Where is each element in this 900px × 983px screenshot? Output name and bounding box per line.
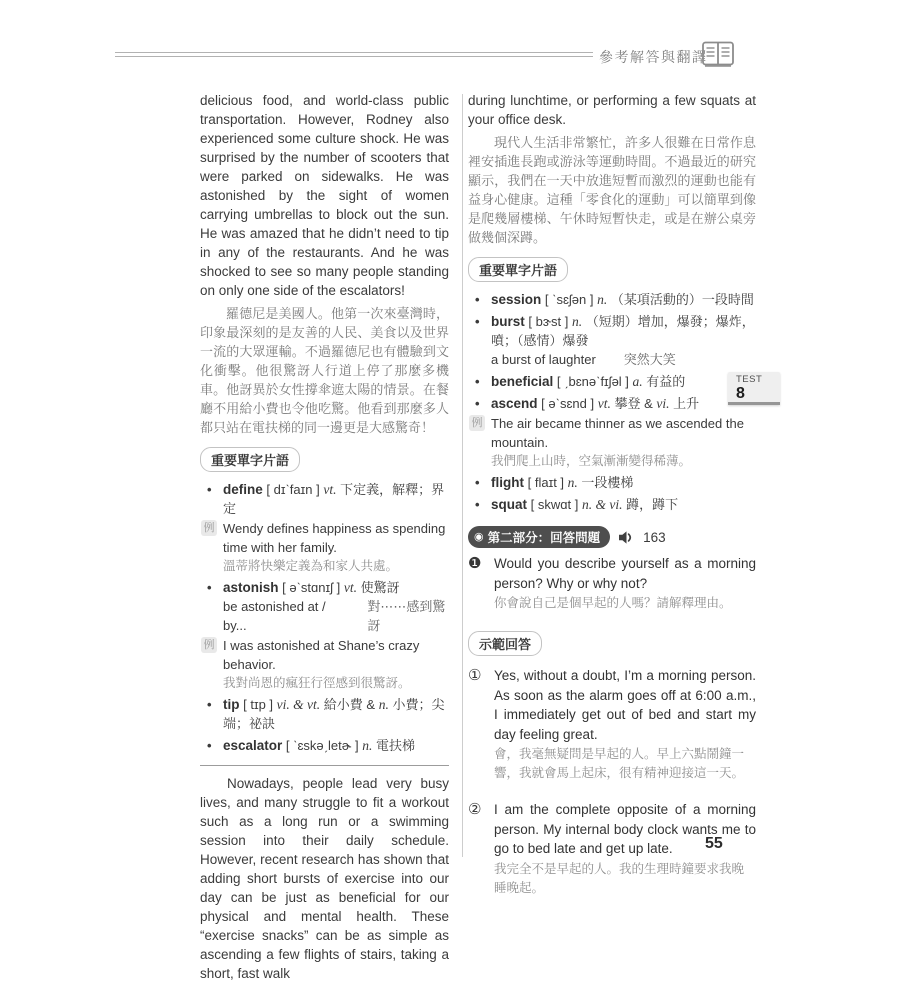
vocab-item-tip <box>200 695 449 733</box>
vocab-pos: vt. <box>343 580 357 595</box>
vocab-pos: n. <box>597 292 608 307</box>
column-divider <box>462 94 463 857</box>
test-tab-number: 8 <box>736 385 745 402</box>
vocab-item-flight <box>468 473 756 492</box>
example-marker: 例 <box>469 415 485 431</box>
vocab-word: beneficial <box>491 374 554 389</box>
vocab-item-escalator <box>200 736 449 755</box>
sample-answer-badge: 示範回答 <box>468 631 542 656</box>
vocab-entry <box>468 495 756 514</box>
example-row <box>200 519 449 575</box>
vocab-definition: 給小費 & <box>323 697 376 712</box>
vocab-definition: 攀登 & <box>614 396 653 411</box>
vocab-phonetic: [ tɪp ] <box>243 697 274 712</box>
example-marker: 例 <box>201 520 217 536</box>
vocab-phonetic: [ flaɪt ] <box>527 475 565 490</box>
vocab-definition: （某項活動的）一段時間 <box>610 292 754 307</box>
passage2-english-continuation: during lunchtime, or performing a few squats at your office desk. <box>468 93 756 127</box>
vocab-pos: n. <box>572 314 583 329</box>
example-chinese: 我們爬上山時，空氣漸漸變得稀薄。 <box>491 454 692 468</box>
example-row <box>468 414 756 470</box>
vocab-entry <box>468 394 756 413</box>
vocab-phonetic: [ ˏbɛnəˋfɪʃəl ] <box>556 374 629 389</box>
vocab-word: astonish <box>223 580 279 595</box>
passage2-english: Nowadays, people lead very busy lives, and many struggle to fit a workout such as a long run or a swimming session into their daily schedule. However, recent research has shown that adding short bursts of exercise into our day can be just as beneficial for our physical and mental health. These “exercise snacks” can be as simple as ascending a few flights of stairs, taking a short, fast walk <box>200 776 449 981</box>
phrase-chinese: 突然大笑 <box>623 352 676 367</box>
vocab-phonetic: [ ˋsɛʃən ] <box>544 292 594 307</box>
vocab-definition-2: 上升 <box>673 396 700 411</box>
example-english: I was astonished at Shane’s crazy behavior. <box>223 638 420 672</box>
vocab-word: session <box>491 292 542 307</box>
answer-number: ② <box>468 801 482 818</box>
answer-english: Yes, without a doubt, I’m a morning person. As soon as the alarm goes off at 6:00 a.m., I immediately get out of bed and start my day feeling great. <box>494 668 756 742</box>
vocab-definition: 使驚訝 <box>360 580 400 595</box>
page-number: 55 <box>705 835 723 852</box>
vocab-word: ascend <box>491 396 538 411</box>
vocab-definition: （短期）增加，爆發；爆炸，噴；（感情）爆發 <box>491 314 755 348</box>
example-english: Wendy defines happiness as spending time with her family. <box>223 521 446 555</box>
phrase-row <box>468 350 756 369</box>
answer-chinese: 我完全不是早起的人。我的生理時鐘要求我晚睡晚起。 <box>494 861 745 895</box>
example-english: The air became thinner as we ascended the mountain. <box>491 416 744 450</box>
section-label: 第二部分：回答問題 <box>487 531 601 545</box>
question-number: ❶ <box>468 555 482 572</box>
vocab-pos: n. <box>362 738 373 753</box>
vocab-pos: vi. & vt. <box>276 697 321 712</box>
example-marker: 例 <box>201 637 217 653</box>
question-chinese: 你會說自己是個早起的人嗎？請解釋理由。 <box>494 596 732 610</box>
vocab-pos: n. <box>567 475 578 490</box>
vocab-entry <box>200 480 449 518</box>
section-divider <box>200 765 449 766</box>
vocab-pos-2: vi. <box>656 396 670 411</box>
question-english: Would you describe yourself as a morning person? Why or why not? <box>494 556 756 591</box>
example-row <box>200 636 449 692</box>
vocab-entry <box>468 372 756 391</box>
example-chinese: 我對尚恩的瘋狂行徑感到很驚訝。 <box>223 676 411 690</box>
right-column <box>468 91 756 906</box>
vocab-definition: 蹲，蹲下 <box>626 497 679 512</box>
vocab-pos-2: n. <box>378 697 389 712</box>
vocab-entry <box>468 290 756 309</box>
left-column <box>200 91 449 983</box>
vocab-definition-2: 小費；尖端；祕訣 <box>223 697 445 731</box>
vocab-pos: n. & vi. <box>581 497 623 512</box>
vocab-pos: vt. <box>597 396 611 411</box>
vocab-pos: vt. <box>323 482 337 497</box>
vocab-definition: 電扶梯 <box>375 738 415 753</box>
vocab-definition: 一段樓梯 <box>581 475 634 490</box>
part2-section-row <box>468 526 756 548</box>
vocab-item-astonish <box>200 578 449 692</box>
vocab-word: flight <box>491 475 524 490</box>
passage-chinese-translation: 羅德尼是美國人。他第一次來臺灣時，印象最深刻的是友善的人民、美食以及世界一流的大眾運輸。不過羅德尼也有體驗到文化衝擊。他很驚訝人行道上停了那麼多機車。他訝異於女性撐傘遮太陽的情景。在餐廳不用給小費也令他吃驚。他看到那麼多人都只站在電扶梯的同一邊更是大感驚奇！ <box>200 306 449 435</box>
phrase-english: be astonished at / by... <box>223 599 326 633</box>
vocab-definition: 下定義，解釋；界定 <box>223 482 445 516</box>
section-bullet-icon: ◉ <box>474 530 484 543</box>
vocab-definition: 有益的 <box>646 374 686 389</box>
vocab-word: squat <box>491 497 528 512</box>
test-tab-label: TEST <box>736 374 763 385</box>
vocab-word: escalator <box>223 738 283 753</box>
audio-track-number: 163 <box>643 529 666 545</box>
answer-list <box>468 664 756 906</box>
vocab-section-badge: 重要單字片語 <box>200 447 300 472</box>
vocab-entry <box>468 473 756 492</box>
vocab-item-burst <box>468 312 756 369</box>
question-block <box>468 554 756 613</box>
vocab-phonetic: [ əˋstɑnɪʃ ] <box>282 580 341 595</box>
vocab-item-session <box>468 290 756 309</box>
answer-english: I am the complete opposite of a morning person. My internal body clock wants me to go to bed late and get up late. <box>494 802 756 856</box>
vocab-phonetic: [ bɝst ] <box>528 314 569 329</box>
vocab-pos: a. <box>632 374 643 389</box>
vocab-word: define <box>223 482 263 497</box>
answer-block-1 <box>468 666 756 783</box>
vocab-item-define <box>200 480 449 575</box>
vocab-word: burst <box>491 314 525 329</box>
phrase-row <box>200 597 449 635</box>
vocab-section-badge: 重要單字片語 <box>468 257 568 282</box>
answer-number: ① <box>468 667 482 684</box>
vocab-phonetic: [ skwɑt ] <box>530 497 579 512</box>
phrase-chinese: 對⋯⋯感到驚訝 <box>367 599 446 633</box>
speaker-icon <box>618 530 635 545</box>
vocab-entry <box>200 578 449 597</box>
vocab-item-ascend <box>468 394 756 470</box>
vocab-phonetic: [ ˋɛskəˏletɚ ] <box>285 738 359 753</box>
passage2-chinese-translation: 現代人生活非常繁忙，許多人很難在日常作息裡安插進長跑或游泳等運動時間。不過最近的研究顯示，我們在一天中放進短暫而激烈的運動也能有益身心健康。這種「零食化的運動」可以簡單到像是爬幾層樓梯、午休時短暫快走，或是在辦公桌旁做幾個深蹲。 <box>468 135 756 245</box>
vocab-phonetic: [ dɪˋfaɪn ] <box>266 482 320 497</box>
vocab-entry <box>468 312 756 350</box>
vocab-phonetic: [ əˋsɛnd ] <box>541 396 595 411</box>
vocab-word: tip <box>223 697 240 712</box>
part2-section-badge <box>468 526 610 548</box>
vocab-entry <box>200 736 449 755</box>
example-chinese: 溫蒂將快樂定義為和家人共處。 <box>223 559 399 573</box>
header-title: 參考解答與翻譯 <box>599 49 708 65</box>
vocab-list <box>468 290 756 514</box>
open-book-icon <box>701 40 735 68</box>
answer-chinese: 會，我毫無疑問是早起的人。早上六點鬧鐘一響，我就會馬上起床，很有精神迎接這一天。 <box>494 747 745 780</box>
vocab-entry <box>200 695 449 733</box>
phrase-english: a burst of laughter <box>491 352 596 367</box>
vocab-list <box>200 480 449 755</box>
vocab-item-beneficial <box>468 372 756 391</box>
passage-english-continuation: delicious food, and world-class public transportation. However, Rodney also experienced some culture shock. He was surprised by the number of scooters that were parked on sidewalks. He was astonished by the sight of women carrying umbrellas to block out the sun. He was amazed that he didn’t need to tip in any of the restaurants. And he was shocked to see so many people standing on only one side of the escalators! <box>200 93 449 298</box>
vocab-item-squat <box>468 495 756 514</box>
header-double-rule <box>115 52 593 57</box>
